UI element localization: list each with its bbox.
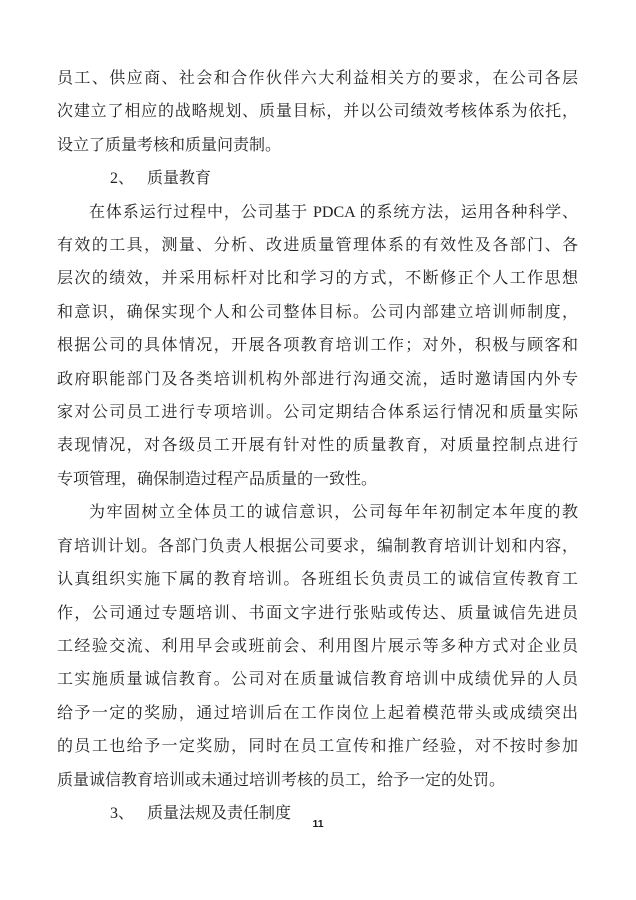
text-line: 有效的工具，测量、分析、改进质量管理体系的有效性及各部门、各: [57, 237, 578, 255]
heading-title: 质量法规及责任制度: [147, 804, 292, 822]
text-line: 在体系运行过程中，公司基于 PDCA 的系统方法，运用各种科学、: [89, 203, 578, 221]
text-line: 为牢固树立全体员工的诚信意识，公司每年年初制定本年度的教: [89, 504, 578, 522]
text-line: 政府职能部门及各类培训机构外部进行沟通交流，适时邀请国内外专: [57, 370, 578, 388]
paragraph-2: [57, 196, 578, 497]
text-line: 和意识，确保实现个人和公司整体目标。公司内部建立培训师制度，: [57, 303, 578, 321]
heading-number: 3、: [110, 804, 135, 822]
page-number: 11: [312, 818, 324, 830]
text-line: 根据公司的具体情况，开展各项教育培训工作；对外，积极与顾客和: [57, 337, 578, 355]
text-line: 质量诚信教育培训或未通过培训考核的员工，给予一定的处罚。: [57, 771, 506, 789]
text-line: 的员工也给予一定奖励，同时在员工宣传和推广经验，对不按时参加: [57, 738, 578, 756]
text-line: 工经验交流、利用早会或班前会、利用图片展示等多种方式对企业员: [57, 637, 578, 655]
paragraph-1: [57, 62, 578, 162]
text-line: 家对公司员工进行专项培训。公司定期结合体系运行情况和质量实际: [57, 404, 578, 422]
text-line: 育培训计划。各部门负责人根据公司要求，编制教育培训计划和内容，: [57, 537, 578, 555]
document-body: [57, 62, 578, 830]
text-line: 作，公司通过专题培训、书面文字进行张贴或传达、质量诚信先进员: [57, 604, 578, 622]
text-line: 员工、供应商、社会和合作伙伴六大利益相关方的要求，在公司各层: [57, 70, 578, 87]
heading-title: 质量教育: [147, 170, 212, 188]
text-line: 次建立了相应的战略规划、质量目标，并以公司绩效考核体系为依托，: [57, 103, 578, 121]
paragraph-3: [57, 496, 578, 797]
text-line: 层次的绩效，并采用标杆对比和学习的方式，不断修正个人工作思想: [57, 270, 578, 288]
heading-number: 2、: [110, 170, 135, 188]
text-line: 设立了质量考核和质量问责制。: [57, 136, 282, 154]
text-line: 表现情况，对各级员工开展有针对性的质量教育，对质量控制点进行: [57, 437, 578, 455]
text-line: 给予一定的奖励，通过培训后在工作岗位上起着模范带头或成绩突出: [57, 704, 578, 722]
text-line: 工实施质量诚信教育。公司对在质量诚信教育培训中成绩优异的人员: [57, 671, 578, 689]
text-line: 认真组织实施下属的教育培训。各班组长负责员工的诚信宣传教育工: [57, 571, 578, 589]
section-heading-2: [57, 162, 578, 195]
text-line: 专项管理，确保制造过程产品质量的一致性。: [57, 470, 378, 488]
